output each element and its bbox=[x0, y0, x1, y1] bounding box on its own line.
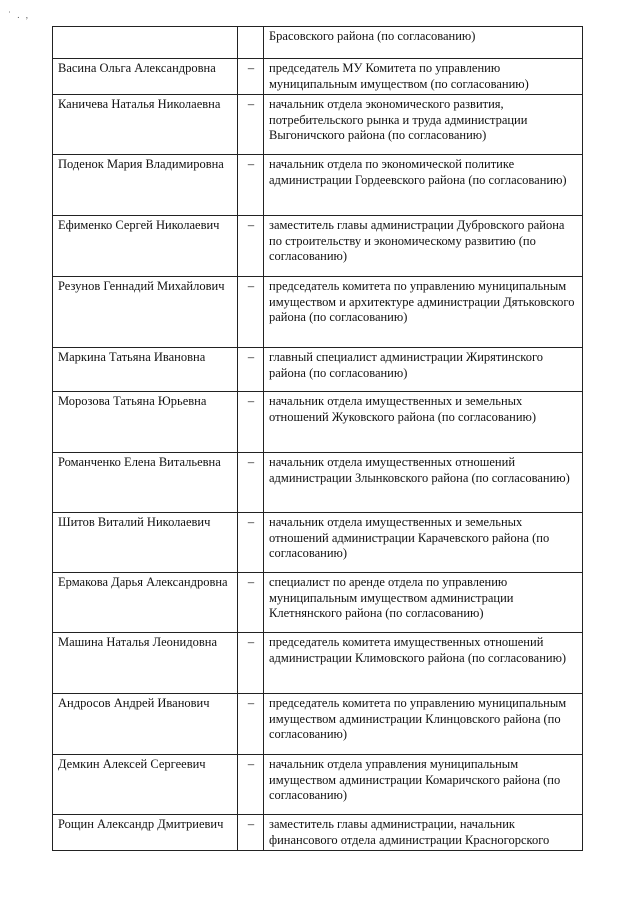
table-row bbox=[53, 453, 583, 513]
member-name: Андросов Андрей Иванович bbox=[53, 694, 238, 755]
table-row bbox=[53, 216, 583, 277]
table-row bbox=[53, 27, 583, 59]
member-role: начальник отдела имущественных и земельных отношений Жуковского района (по согласованию) bbox=[264, 392, 583, 453]
table-row bbox=[53, 59, 583, 95]
member-role: специалист по аренде отдела по управлению муниципальным имуществом администрации Клетнянского района (по согласованию) bbox=[264, 573, 583, 633]
dash-separator bbox=[238, 27, 264, 59]
dash-separator: – bbox=[238, 277, 264, 348]
dash-separator: – bbox=[238, 573, 264, 633]
dash-separator: – bbox=[238, 155, 264, 216]
member-name: Маркина Татьяна Ивановна bbox=[53, 348, 238, 392]
dash-separator: – bbox=[238, 348, 264, 392]
member-name: Поденок Мария Владимировна bbox=[53, 155, 238, 216]
member-name: Шитов Виталий Николаевич bbox=[53, 513, 238, 573]
dash-separator: – bbox=[238, 453, 264, 513]
member-role: главный специалист администрации Жирятинского района (по согласованию) bbox=[264, 348, 583, 392]
member-role: председатель комитета имущественных отношений администрации Климовского района (по согласованию) bbox=[264, 633, 583, 694]
member-name: Резунов Геннадий Михайлович bbox=[53, 277, 238, 348]
dash-separator: – bbox=[238, 392, 264, 453]
dash-separator: – bbox=[238, 95, 264, 155]
member-name: Демкин Алексей Сергеевич bbox=[53, 755, 238, 815]
table-row bbox=[53, 633, 583, 694]
member-name: Ермакова Дарья Александровна bbox=[53, 573, 238, 633]
table-row bbox=[53, 513, 583, 573]
member-role: председатель комитета по управлению муниципальным имуществом и архитектуре администрации Дятьковского района (по согласованию) bbox=[264, 277, 583, 348]
member-name: Морозова Татьяна Юрьевна bbox=[53, 392, 238, 453]
member-role: заместитель главы администрации, начальник финансового отдела администрации Красногорского bbox=[264, 815, 583, 851]
member-role: председатель МУ Комитета по управлению муниципальным имуществом (по согласованию) bbox=[264, 59, 583, 95]
dash-separator: – bbox=[238, 815, 264, 851]
table-row bbox=[53, 694, 583, 755]
table-row bbox=[53, 95, 583, 155]
member-role: начальник отдела имущественных и земельных отношений администрации Карачевского района (по согласованию) bbox=[264, 513, 583, 573]
table-row bbox=[53, 815, 583, 851]
table-row bbox=[53, 392, 583, 453]
member-name: Романченко Елена Витальевна bbox=[53, 453, 238, 513]
member-name bbox=[53, 27, 238, 59]
member-name: Машина Наталья Леонидовна bbox=[53, 633, 238, 694]
member-role: Брасовского района (по согласованию) bbox=[264, 27, 583, 59]
member-role: начальник отдела по экономической политике администрации Гордеевского района (по согласованию) bbox=[264, 155, 583, 216]
corner-scan-mark: ʾ . , bbox=[8, 10, 30, 20]
member-role: начальник отдела имущественных отношений администрации Злынковского района (по согласованию) bbox=[264, 453, 583, 513]
member-name: Каничева Наталья Николаевна bbox=[53, 95, 238, 155]
member-role: начальник отдела управления муниципальным имуществом администрации Комаричского района (по согласованию) bbox=[264, 755, 583, 815]
member-role: председатель комитета по управлению муниципальным имуществом администрации Клинцовского района (по согласованию) bbox=[264, 694, 583, 755]
member-name: Ефименко Сергей Николаевич bbox=[53, 216, 238, 277]
member-name: Рощин Александр Дмитриевич bbox=[53, 815, 238, 851]
dash-separator: – bbox=[238, 513, 264, 573]
table-row bbox=[53, 348, 583, 392]
member-role: начальник отдела экономического развития, потребительского рынка и труда администрации Выгоничского района (по согласованию) bbox=[264, 95, 583, 155]
table-row bbox=[53, 755, 583, 815]
table-row bbox=[53, 155, 583, 216]
commission-members-table bbox=[52, 26, 583, 851]
dash-separator: – bbox=[238, 59, 264, 95]
dash-separator: – bbox=[238, 694, 264, 755]
table-row bbox=[53, 573, 583, 633]
dash-separator: – bbox=[238, 755, 264, 815]
member-role: заместитель главы администрации Дубровского района по строительству и экономическому развитию (по согласованию) bbox=[264, 216, 583, 277]
table-row bbox=[53, 277, 583, 348]
member-name: Васина Ольга Александровна bbox=[53, 59, 238, 95]
dash-separator: – bbox=[238, 216, 264, 277]
dash-separator: – bbox=[238, 633, 264, 694]
